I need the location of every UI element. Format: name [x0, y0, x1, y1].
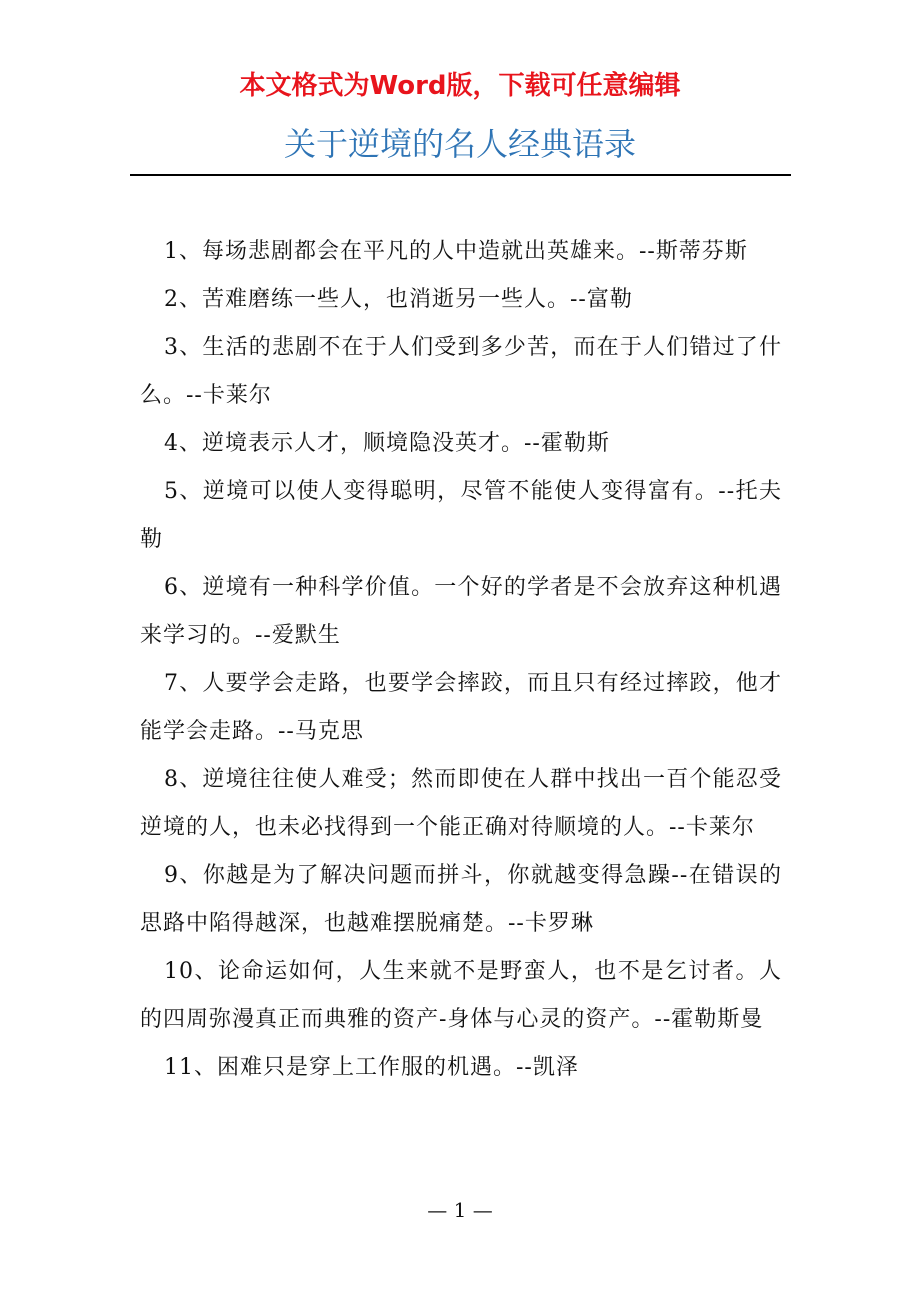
format-notice: 本文格式为Word版，下载可任意编辑: [239, 71, 681, 101]
quote-list: [140, 228, 782, 1092]
quote-item: 10、论命运如何，人生来就不是野蛮人，也不是乞讨者。人的四周弥漫真正而典雅的资产-身体与心灵的资产。--霍勒斯曼: [140, 959, 782, 1032]
page-number: — 1 —: [427, 1198, 493, 1222]
quote-item: 3、生活的悲剧不在于人们受到多少苦，而在于人们错过了什么。--卡莱尔: [140, 335, 782, 408]
document-title: 关于逆境的名人经典语录: [283, 125, 636, 163]
quote-item: 8、逆境往往使人难受；然而即使在人群中找出一百个能忍受逆境的人，也未必找得到一个能正确对待顺境的人。--卡莱尔: [140, 767, 782, 840]
quote-item: 2、苦难磨练一些人，也消逝另一些人。--富勒: [164, 287, 633, 312]
quote-item: 7、人要学会走路，也要学会摔跤，而且只有经过摔跤，他才能学会走路。--马克思: [140, 671, 782, 744]
quote-item: 6、逆境有一种科学价值。一个好的学者是不会放弃这种机遇来学习的。--爱默生: [140, 575, 782, 648]
quote-item: 11、困难只是穿上工作服的机遇。--凯泽: [164, 1055, 579, 1080]
quote-item: 1、每场悲剧都会在平凡的人中造就出英雄来。--斯蒂芬斯: [164, 239, 748, 264]
quote-item: 9、你越是为了解决问题而拼斗，你就越变得急躁--在错误的思路中陷得越深，也越难摆脱痛楚。--卡罗琳: [140, 863, 782, 936]
quote-item: 4、逆境表示人才，顺境隐没英才。--霍勒斯: [164, 431, 610, 456]
quote-item: 5、逆境可以使人变得聪明，尽管不能使人变得富有。--托夫勒: [140, 479, 782, 552]
title-divider: [130, 174, 791, 176]
